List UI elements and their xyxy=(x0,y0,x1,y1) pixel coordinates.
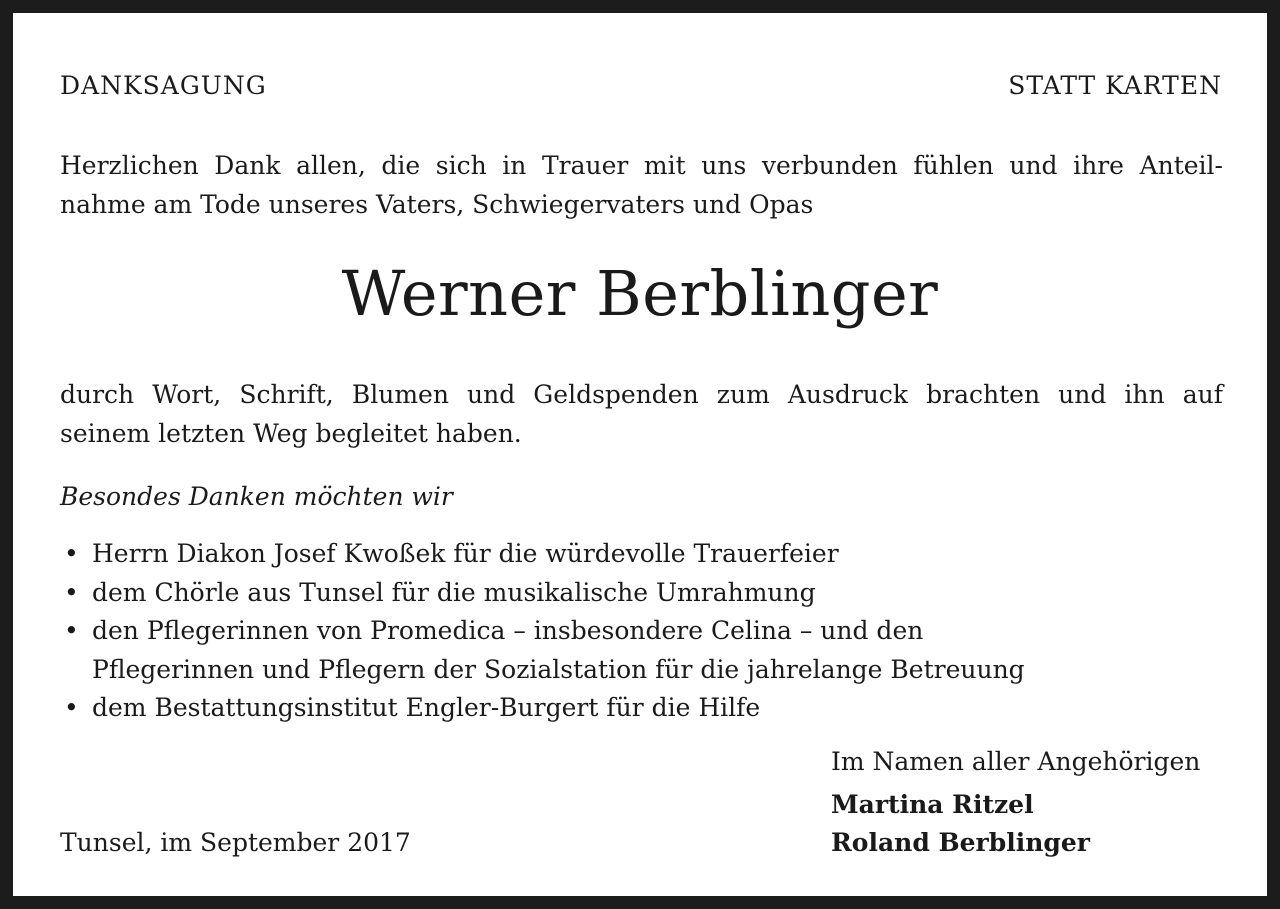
list-item-text: den Pflegerinnen von Promedica – insbesondere Celina – und den xyxy=(92,616,924,645)
closing-paragraph-line: durch Wort, Schrift, Blumen und Geldspenden zum Ausdruck brachten und ihn auf xyxy=(60,380,1223,409)
list-item-text: dem Chörle aus Tunsel für die musikalische Umrahmung xyxy=(92,577,816,607)
list-item xyxy=(60,612,1025,689)
intro-paragraph-line: nahme am Tode unseres Vaters, Schwiegervaters und Opas xyxy=(60,190,814,219)
signer-name: Martina Ritzel xyxy=(831,790,1034,819)
special-thanks-list xyxy=(60,535,1025,728)
bullet-icon: • xyxy=(64,539,79,568)
deceased-name: Werner Berblinger xyxy=(341,257,939,330)
intro-paragraph-line: Herzlichen Dank allen, die sich in Trauer mit uns verbunden fühlen und ihre Anteil- xyxy=(60,151,1223,180)
signature-intro: Im Namen aller Angehörigen xyxy=(831,747,1201,776)
list-item-text: dem Bestattungsinstitut Engler-Burgert für die Hilfe xyxy=(92,693,761,722)
place-date: Tunsel, im September 2017 xyxy=(60,828,411,857)
bullet-icon: • xyxy=(64,693,79,722)
list-item xyxy=(60,689,1025,728)
closing-paragraph-line: seinem letzten Weg begleitet haben. xyxy=(60,419,522,448)
list-item xyxy=(60,574,1025,613)
statt-karten-label: STATT KARTEN xyxy=(1008,71,1222,100)
list-item-text: Herrn Diakon Josef Kwoßek für die würdevolle Trauerfeier xyxy=(92,539,839,568)
special-thanks-heading: Besondes Danken möchten wir xyxy=(60,482,453,511)
list-item-text: Pflegerinnen und Pflegern der Sozialstation für die jahrelange Betreuung xyxy=(92,654,1025,684)
notice-type-heading: DANKSAGUNG xyxy=(60,71,267,100)
bullet-icon: • xyxy=(64,616,79,645)
intro-paragraph xyxy=(60,146,1223,224)
list-item xyxy=(60,535,1025,574)
signer-name: Roland Berblinger xyxy=(831,828,1090,857)
bullet-icon: • xyxy=(64,577,79,607)
closing-paragraph xyxy=(60,375,1223,453)
